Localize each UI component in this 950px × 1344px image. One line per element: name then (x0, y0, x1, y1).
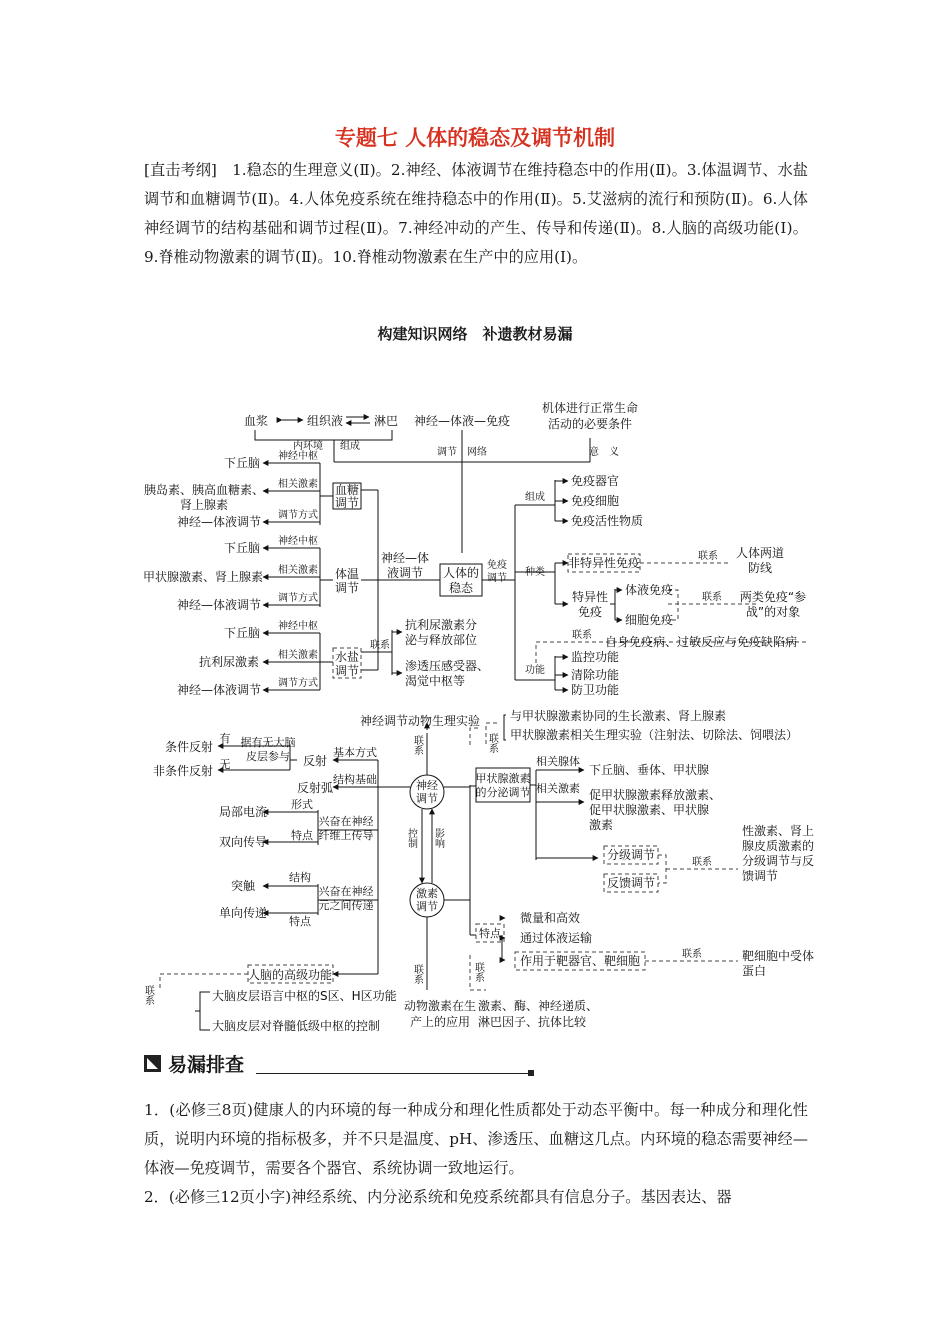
dg-h-zyba: 作用于靶器官、靶细胞 (520, 954, 641, 968)
dg-w-sy1: 水盐 (334, 650, 360, 664)
dg-h-tedian: 特点 (479, 927, 501, 940)
dg-h-jzx1: 甲状腺激素 (475, 772, 531, 785)
dg-t-xqn: 下丘脑 (223, 541, 261, 555)
dg-sjty2: 液调节 (386, 566, 424, 580)
dg-h-xt1: 与甲状腺激素协同的生长激素、肾上腺素 (510, 709, 727, 723)
dg-h-xjs1: 性激素、肾上 (742, 824, 815, 838)
dg-n-rngj: 人脑的高级功能 (247, 968, 333, 982)
item-2: 2．(必修三12页小字)神经系统、内分泌系统和免疫系统都具有信息分子。基因表达、器 (144, 1188, 732, 1206)
dg-h-jsm2: 淋巴因子、抗体比较 (478, 1015, 587, 1029)
dg-i-xbmy: 细胞免疫 (625, 613, 674, 627)
dg-n-fsh: 反射弧 (296, 781, 334, 795)
dg-w-xqn: 下丘脑 (223, 626, 261, 640)
dg-b-xt2: 调节 (334, 496, 360, 510)
dg-w-sy2: 调节 (334, 664, 360, 678)
dg-my1: 免疫 (487, 560, 507, 571)
dg-n-xf1: 兴奋在神经 (318, 815, 374, 828)
dg-w-lianxi: 联系 (370, 640, 390, 651)
dg-w-klns: 抗利尿激素 (198, 655, 260, 669)
dg-h-cjzx2: 促甲状腺激素、甲状腺 (589, 803, 710, 817)
dg-i-ftyx: 非特异性免疫 (567, 556, 641, 570)
dg-h-xgqt: 相关腺体 (536, 755, 580, 768)
dg-h-jzx2: 的分泌调节 (475, 786, 531, 799)
dg-n-jbdl: 局部电流 (218, 805, 268, 819)
dg-n-yingxiang: 影响 (432, 828, 444, 848)
dg-n-tedian2: 特点 (289, 915, 311, 928)
dg-t-sjtyytj: 神经—体液调节 (176, 598, 262, 612)
dg-h-fjtj: 分级调节 (606, 848, 656, 862)
dg-n-xf2: 纤维上传导 (318, 829, 374, 842)
dg-i-lianxi3: 联系 (572, 630, 592, 641)
dg-neihuanjing: 内环境 (293, 441, 323, 452)
dg-t-tjfs: 调节方式 (278, 593, 318, 604)
dg-i-gongneng: 功能 (525, 665, 545, 676)
dg-n-jgjc: 结构基础 (333, 773, 377, 786)
corner-triangle-icon (144, 1055, 161, 1072)
dg-n-tedian1: 特点 (291, 829, 313, 842)
dg-h-bxb2: 蛋白 (742, 964, 767, 978)
dg-h-xgjs: 相关激素 (536, 782, 580, 795)
dg-n-lianxi2: 联系 (142, 985, 154, 1005)
dg-n-xf3: 兴奋在神经 (318, 885, 374, 898)
dg-w-k2: 泌与释放部位 (405, 633, 478, 647)
dg-n-dnpc2: 大脑皮层对脊髓低级中枢的控制 (212, 1019, 381, 1033)
section-subheading: 构建知识网络 补遗教材易漏 (377, 325, 573, 343)
dg-jiti1: 机体进行正常生命 (541, 401, 639, 415)
dg-n-sxcd: 双向传导 (218, 835, 268, 849)
dg-h-wlgx: 微量和高效 (520, 911, 581, 925)
dg-h-bxb1: 靶细胞中受体 (742, 949, 815, 963)
dg-w-xgjs: 相关激素 (278, 650, 318, 661)
dg-sjtyy: 神经—体液—免疫 (413, 414, 511, 428)
dg-center-1: 人体的 (442, 566, 480, 580)
dg-i-zsmyb: 自身免疫病、过敏反应与免疫缺陷病 (605, 635, 798, 649)
dg-h-dwjs2: 产上的应用 (409, 1015, 471, 1029)
dg-h-lianxi-ba: 联系 (682, 949, 702, 960)
section-header (144, 1050, 534, 1080)
dg-b-xgjs: 相关激素 (278, 479, 318, 490)
dg-w-s1: 渗透压感受器、 (405, 659, 490, 673)
dg-h-js1: 激素 (416, 887, 438, 900)
dg-b-xqn: 下丘脑 (223, 456, 261, 470)
dg-n-dnpc1: 大脑皮层语言中枢的S区、H区功能 (212, 989, 397, 1003)
dg-h-xqnct: 下丘脑、垂体、甲状腺 (589, 763, 710, 777)
knowledge-network-diagram (0, 390, 950, 1040)
dg-i-zhonglei: 种类 (525, 567, 545, 578)
section-rule (256, 1073, 532, 1074)
dg-h-fktj: 反馈调节 (606, 876, 656, 890)
dg-t-tw1: 体温 (334, 567, 360, 581)
dg-h-lianxi-top: 联系 (486, 733, 498, 753)
dg-n-lianxi: 联系 (411, 735, 423, 755)
dg-t-xgjs: 相关激素 (278, 565, 318, 576)
dg-b-ssx: 肾上腺素 (179, 498, 229, 512)
dg-my2: 调节 (487, 573, 507, 584)
section-title: 易漏排查 (168, 1054, 245, 1076)
dg-n-you: 有 (219, 732, 231, 745)
dg-h-lianxi-bottom: 联系 (472, 962, 484, 982)
dg-t-sjzs: 神经中枢 (278, 536, 318, 547)
dg-h-cjzx1: 促甲状腺激素释放激素、 (589, 788, 722, 802)
dg-w-k1: 抗利尿激素分 (405, 618, 478, 632)
dg-zuzhiye: 组织液 (306, 414, 344, 428)
dg-i-myxb: 免疫细胞 (571, 494, 620, 508)
dg-i-myqg: 免疫器官 (571, 474, 620, 488)
dg-h-xjs4: 馈调节 (742, 869, 779, 883)
dg-n-sj2: 调节 (416, 792, 438, 805)
exam-outline: [直击考纲] 1.稳态的生理意义(Ⅱ)。2.神经、体液调节在维持稳态中的作用(Ⅱ)。3.体温调节、水盐调节和血糖调节(Ⅱ)。4.人体免疫系统在维持稳态中的作用(Ⅱ)。5.艾滋病的流行和预防(Ⅱ)。6.人体神经调节的结构基础和调节过程(Ⅱ)。7.神经冲动的产生、传导和传递(Ⅱ)。8.人脑的高级功能(Ⅰ)。9.脊椎动物激素的调节(Ⅱ)。10.脊椎动物激素在生产中的应用(Ⅰ)。 (144, 161, 808, 266)
dg-i-rtld1: 人体两道 (735, 546, 785, 560)
dg-i-fwgn: 防卫功能 (571, 683, 620, 697)
dg-n-jywd2: 皮层参与 (246, 750, 290, 763)
dg-h-cjzx3: 激素 (589, 818, 614, 832)
dg-n-jiegou: 结构 (289, 871, 311, 884)
dg-h-xt2: 甲状腺激素相关生理实验（注射法、切除法、饲喂法） (510, 728, 799, 742)
dg-i-lzmy1: 两类免疫“参 (739, 590, 807, 604)
dg-n-kongzhi: 控制 (405, 828, 417, 848)
dg-h-dwjs1: 动物激素在生 (403, 999, 477, 1013)
dg-n-fanshe: 反射 (302, 754, 328, 768)
dg-h-xjs2: 腺皮质激素的 (742, 839, 815, 853)
dg-h-lianxi-fj: 联系 (692, 857, 712, 868)
dg-w-s2: 渴觉中枢等 (405, 674, 466, 688)
dg-h-xjs3: 分级调节与反 (742, 854, 815, 868)
dg-i-qcgn: 清除功能 (571, 668, 620, 682)
dg-i-tyx1: 特异性 (571, 590, 609, 604)
dg-b-tjfs: 调节方式 (278, 510, 318, 521)
dg-jiti2: 活动的必要条件 (547, 417, 633, 431)
dg-n-jbfs: 基本方式 (333, 746, 377, 759)
dg-sjty1: 神经—体 (380, 551, 430, 565)
dg-w-sjzs: 神经中枢 (278, 621, 318, 632)
dg-i-tyx2: 免疫 (577, 605, 603, 619)
dg-t-tw2: 调节 (334, 581, 360, 595)
dg-tiaojie-wangluo: 调节 网络 (437, 447, 487, 458)
dg-b-xt1: 血糖 (334, 483, 360, 497)
dg-yiyi: 意 义 (589, 447, 619, 458)
dg-i-tymy: 体液免疫 (625, 583, 674, 597)
dg-linba: 淋巴 (373, 414, 399, 428)
dg-i-myhx: 免疫活性物质 (571, 514, 644, 528)
dg-center-2: 稳态 (448, 581, 474, 595)
dg-i-rtld2: 防线 (747, 561, 773, 575)
item-1: 1．(必修三8页)健康人的内环境的每一种成分和理化性质都处于动态平衡中。每一种成分和理化性质，说明内环境的指标极多，并不只是温度、pH、渗透压、血糖这几点。内环境的稳态需要神经—体液—免疫调节，需要各个器官、系统协调一致地运行。 (144, 1101, 808, 1177)
dg-i-lianxi1: 联系 (698, 551, 718, 562)
dg-h-jsm1: 激素、酶、神经递质、 (478, 999, 599, 1013)
dg-n-wu: 无 (219, 758, 231, 771)
dg-n-jywd1: 据有无大脑 (240, 736, 296, 749)
dg-i-zucheng: 组成 (525, 492, 545, 503)
dg-n-dxcd: 单向传递 (218, 906, 268, 920)
dg-xuejiang: 血浆 (243, 414, 269, 428)
page-title: 专题七 人体的稳态及调节机制 (334, 126, 616, 150)
dg-n-xf4: 元之间传递 (318, 899, 374, 912)
dg-i-lzmy2: 战”的对象 (745, 605, 801, 619)
dg-i-jkgn: 监控功能 (571, 650, 620, 664)
dg-n-sj1: 神经 (416, 779, 438, 792)
dg-n-tjfs: 条件反射 (164, 740, 214, 754)
dg-h-lianxi: 联系 (411, 964, 423, 984)
dg-t-jzx: 甲状腺激素、肾上腺素 (142, 570, 264, 584)
dg-b-yds: 胰岛素、胰高血糖素、 (143, 483, 265, 497)
dg-n-sjtjsy: 神经调节动物生理实验 (359, 714, 481, 728)
dg-w-tjfs: 调节方式 (278, 678, 318, 689)
dg-n-tuchu: 突触 (230, 879, 256, 893)
dg-n-ftjfs: 非条件反射 (152, 764, 214, 778)
section-rule-dot (528, 1070, 534, 1076)
dg-h-tgtyys: 通过体液运输 (520, 931, 593, 945)
dg-h-js2: 调节 (416, 900, 438, 913)
dg-zucheng-top: 组成 (340, 441, 360, 452)
dg-n-xingshi: 形式 (291, 798, 313, 811)
dg-w-sjtyytj: 神经—体液调节 (176, 683, 262, 697)
dg-b-sjtyytj: 神经—体液调节 (176, 515, 262, 529)
dg-b-sjzs: 神经中枢 (278, 451, 318, 462)
dg-i-lianxi2: 联系 (702, 592, 722, 603)
